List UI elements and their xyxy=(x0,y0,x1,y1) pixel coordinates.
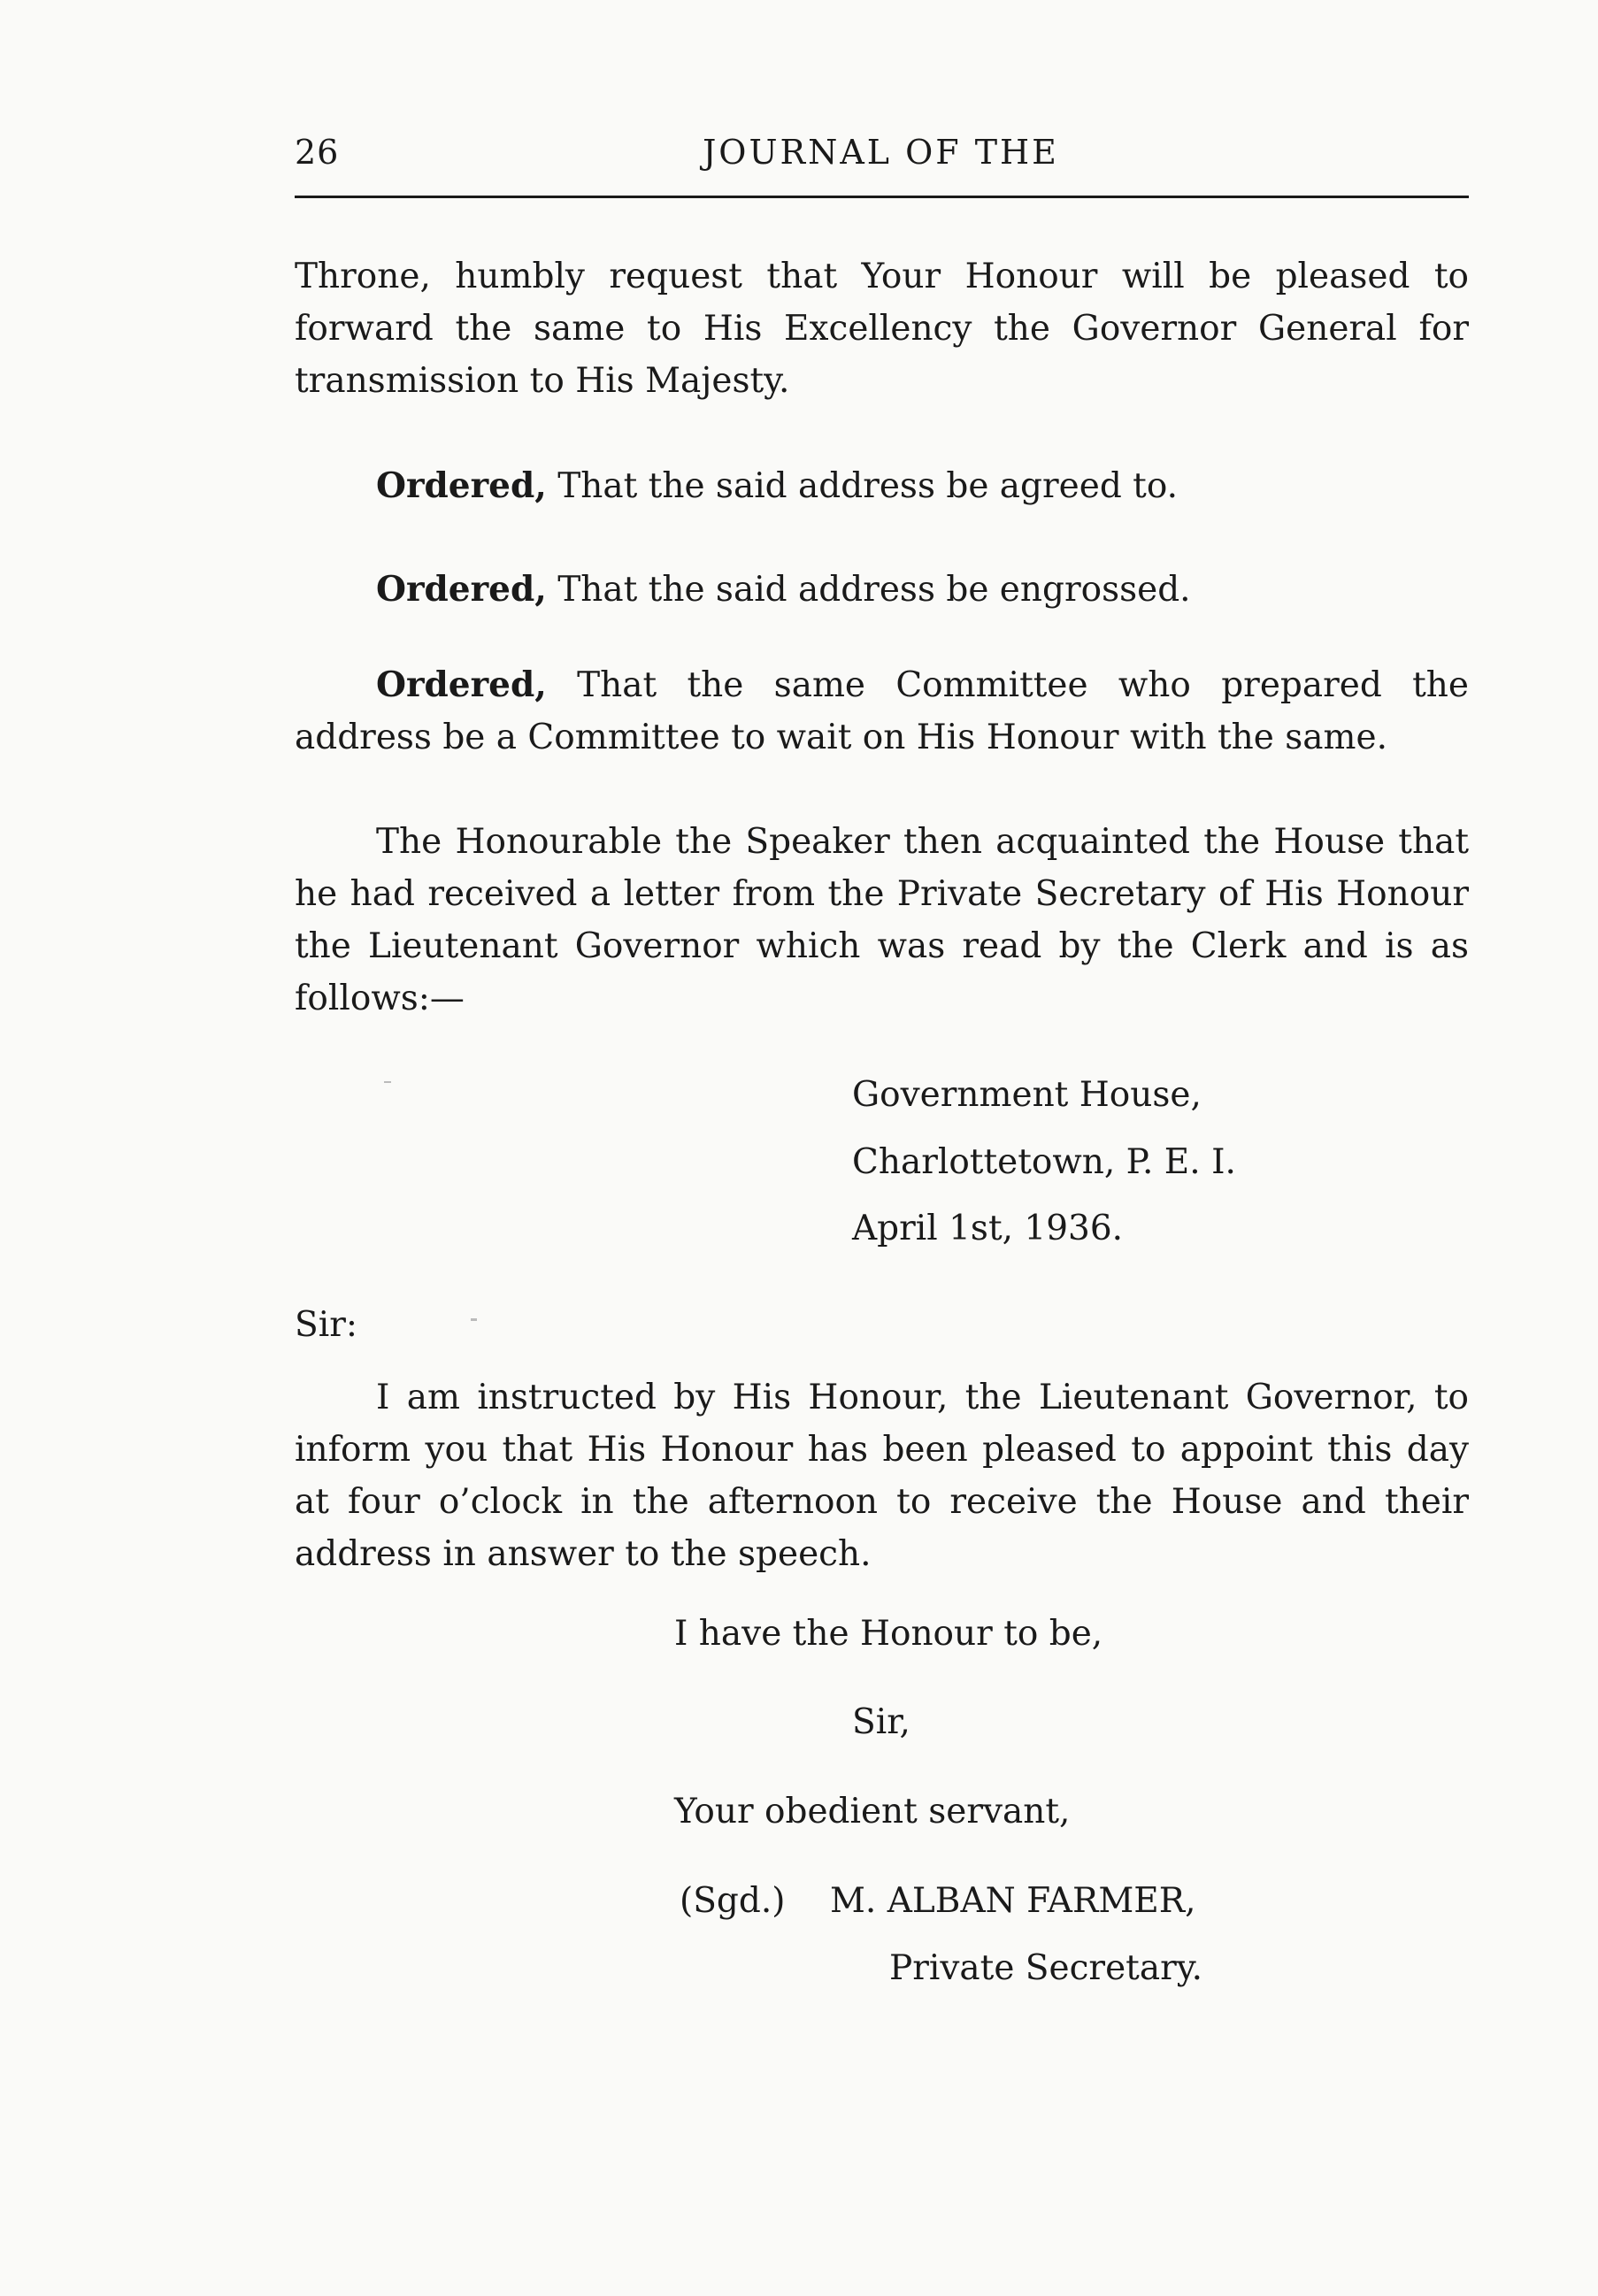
running-title: JOURNAL OF THE xyxy=(703,133,1059,172)
letter-address-line-2: Charlottetown, P. E. I. xyxy=(852,1142,1236,1182)
print-speck xyxy=(384,1081,391,1083)
letter-body-paragraph: I am instructed by His Honour, the Lieutenant Governor, to inform you that His Honour has been pleased to appoint this day at four o’clock in the afternoon to receive the House and their address in answer to the speech. xyxy=(295,1378,1469,1574)
page-header xyxy=(295,133,1467,195)
print-speck xyxy=(471,1318,477,1321)
order-paragraph-1 xyxy=(295,460,1469,512)
signed-marker: (Sgd.) xyxy=(680,1881,786,1921)
letter-date: April 1st, 1936. xyxy=(852,1209,1124,1248)
order-label: Ordered, xyxy=(376,664,547,705)
order-paragraph-2 xyxy=(295,564,1469,616)
letter-closing-line-3: Your obedient servant, xyxy=(674,1792,1071,1831)
header-rule xyxy=(295,196,1469,198)
letter-closing-line-1: I have the Honour to be, xyxy=(674,1614,1103,1654)
letter-address-line-1: Government House, xyxy=(852,1075,1202,1115)
continuation-paragraph: Throne, humbly request that Your Honour will be pleased to forward the same to His Excellency the Governor General for transmission to His Majesty. xyxy=(295,257,1469,401)
announcement-paragraph: The Honourable the Speaker then acquainted the House that he had received a letter from the Private Secretary of His Honour the Lieutenant Governor which was read by the Clerk and is as follows:— xyxy=(295,822,1469,1018)
signatory-name: M. ALBAN FARMER, xyxy=(830,1881,1196,1921)
order-label: Ordered, xyxy=(376,465,547,506)
order-text: That the same Committee who prepared the address be a Committee to wait on His Honour with the same. xyxy=(295,665,1469,757)
page-number: 26 xyxy=(295,133,340,172)
letter-salutation: Sir: xyxy=(295,1305,357,1345)
order-label: Ordered, xyxy=(376,569,547,610)
order-text: That the said address be agreed to. xyxy=(546,466,1179,506)
letter-closing-line-2: Sir, xyxy=(852,1702,910,1742)
signatory-title: Private Secretary. xyxy=(889,1948,1202,1988)
order-text: That the said address be engrossed. xyxy=(546,570,1191,610)
order-paragraph-3 xyxy=(295,659,1469,764)
